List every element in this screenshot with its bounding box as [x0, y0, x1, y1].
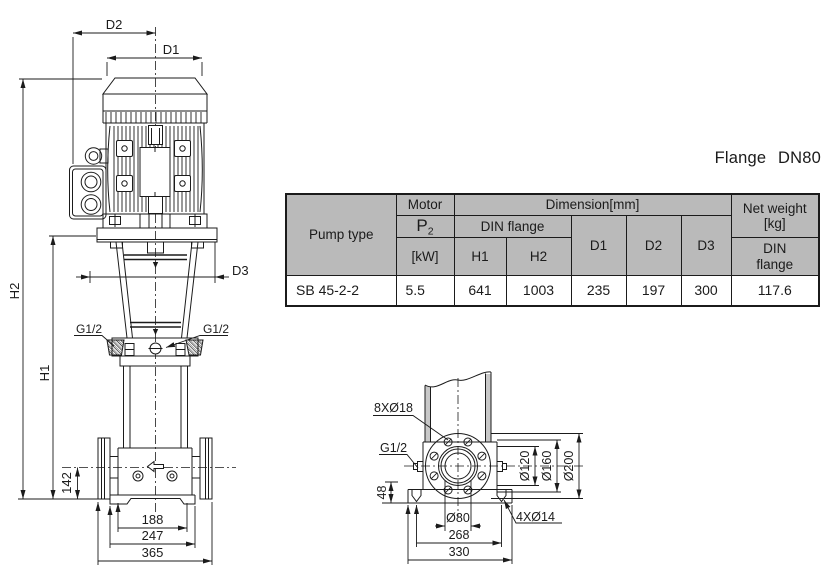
cell-p2: 5.5 — [396, 276, 454, 306]
col-header-p2: $P_2$ — [396, 215, 454, 238]
cell-d2: 197 — [626, 276, 681, 306]
dim-label-d200: Ø200 — [562, 450, 576, 482]
col-header-dimension: Dimension[mm] — [454, 194, 731, 215]
fan-cover-tabs — [106, 112, 201, 123]
cell-h2: 1003 — [506, 276, 571, 306]
base-bolt-slot — [412, 490, 421, 502]
cable-gland — [81, 172, 101, 192]
motor-foot — [103, 214, 140, 228]
tie-rod-pad — [117, 176, 133, 192]
dim-label-d120: Ø120 — [518, 450, 532, 482]
dim-label-d3: D3 — [232, 263, 249, 278]
g12-plug-right — [497, 462, 503, 472]
motor-foot — [170, 214, 207, 228]
col-header-net-din-flange: DIN flange — [731, 238, 819, 276]
dim-label-h2: H2 — [7, 282, 22, 300]
motor-nameplate — [140, 148, 170, 197]
pump-front-view-drawing — [7, 17, 249, 565]
dim-label-d2: D2 — [105, 17, 123, 32]
stool-legs — [116, 242, 198, 338]
pump-base — [118, 448, 192, 495]
col-header-d1: D1 — [571, 215, 626, 276]
col-header-h2: H2 — [506, 238, 571, 276]
g12-label-left: G1/2 — [76, 322, 103, 336]
flange-base-plate — [408, 490, 512, 504]
fan-cover-top — [103, 78, 207, 94]
base-holes-label: 4XØ14 — [516, 510, 555, 524]
cell-pump-type: SB 45-2-2 — [286, 276, 396, 306]
dim-label-268: 268 — [448, 528, 470, 542]
g12-label: G1/2 — [380, 441, 408, 455]
tie-rod-pad — [175, 176, 191, 192]
cable-gland — [81, 195, 101, 215]
cell-d3: 300 — [681, 276, 731, 306]
dim-label-142: 142 — [59, 472, 74, 494]
table-row — [286, 276, 819, 306]
motor-top-bolt-housing — [149, 126, 163, 145]
lifting-eye-bracket — [100, 149, 108, 163]
col-header-motor: Motor — [396, 194, 454, 215]
cell-h1: 641 — [454, 276, 506, 306]
flange-dimensions — [373, 401, 583, 564]
motor-bottom-bolt-housing — [149, 197, 163, 214]
g12-label-right: G1/2 — [203, 322, 230, 336]
col-header-pump-type: Pump type — [286, 194, 396, 276]
flange-face-view-drawing — [373, 372, 586, 564]
dim-label-48: 48 — [375, 485, 389, 500]
flange-size-title: Flange DN80 — [714, 149, 821, 167]
col-header-d3: D3 — [681, 215, 731, 276]
col-header-d2: D2 — [626, 215, 681, 276]
cell-net-weight: 117.6 — [731, 276, 819, 306]
dim-label-188: 188 — [141, 512, 164, 527]
dim-label-365: 365 — [141, 545, 164, 560]
pump-spec-table — [285, 193, 820, 307]
g12-port-right — [186, 340, 203, 355]
cell-d1: 235 — [571, 276, 626, 306]
col-header-h1: H1 — [454, 238, 506, 276]
lifting-eye — [85, 148, 101, 164]
terminal-box — [70, 166, 107, 219]
dim-label-h1: H1 — [37, 364, 52, 382]
dim-label-d160: Ø160 — [540, 450, 554, 482]
col-header-net-weight: Net weight [kg] — [731, 194, 819, 238]
tie-rod-pad — [175, 141, 191, 157]
dim-label-330: 330 — [448, 545, 470, 559]
dim-label-247: 247 — [141, 528, 164, 543]
dim-label-bore: Ø80 — [446, 511, 470, 525]
dim-label-d1: D1 — [162, 42, 180, 57]
col-header-din-flange: DIN flange — [454, 215, 571, 238]
base-bolt-slot — [497, 490, 506, 502]
col-header-kw: [kW] — [396, 238, 454, 276]
tie-rod-pad — [117, 141, 133, 157]
bolt-holes-label: 8XØ18 — [374, 401, 413, 415]
